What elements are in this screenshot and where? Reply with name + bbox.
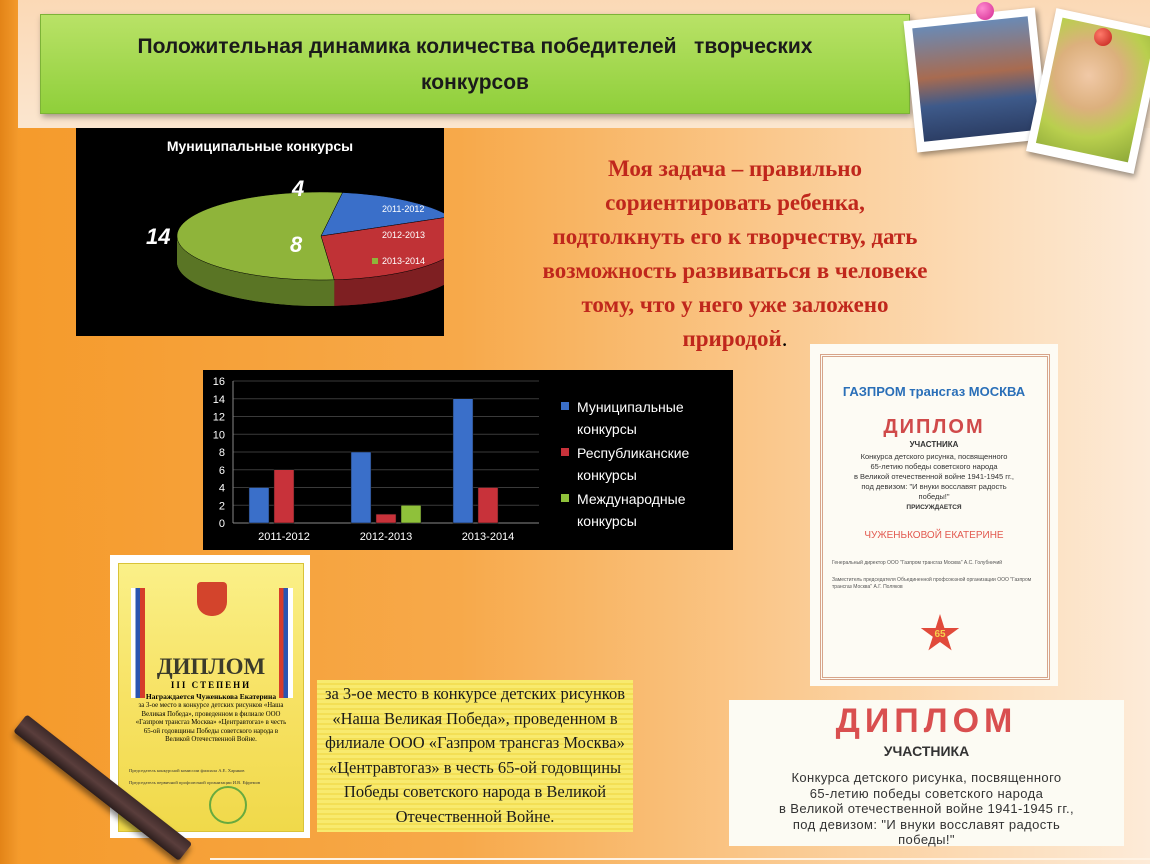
- photo-image: [1036, 18, 1150, 163]
- bar-1-2011-2012: [274, 470, 294, 523]
- quote-last-word: природой: [682, 326, 782, 351]
- diploma-yellow-signature-line: Председатель первичной профсоюзной организации И.В. Ефремов: [129, 780, 261, 785]
- certificate-body-line: победы!": [918, 492, 950, 501]
- y-tick-label: 4: [218, 482, 225, 495]
- pie-legend-label: 2011-2012: [382, 204, 425, 214]
- diploma-text-line: филиале ООО «Газпром трансгаз Москва»: [325, 733, 625, 752]
- diploma-closeup-subtitle: УЧАСТНИКА: [883, 743, 970, 759]
- certificate-title: ДИПЛОМ: [883, 416, 985, 438]
- bottom-divider: [210, 858, 1150, 860]
- legend-swatch: [372, 232, 378, 238]
- quote-line-5: тому, что у него уже заложено: [581, 292, 889, 317]
- diploma-closeup-line: под девизом: "И внуки восславят радость: [792, 816, 1061, 832]
- diploma-text-line: «Центравтогаз» в честь 65-ой годовщины: [328, 757, 622, 777]
- x-tick-label: 2012-2013: [359, 531, 413, 543]
- legend-swatch: [561, 402, 569, 410]
- diploma-text-body: [321, 682, 629, 829]
- bar-legend-republican: [553, 442, 731, 486]
- title-line-2: конкурсов: [421, 71, 529, 94]
- diploma-yellow-title: ДИПЛОМ: [156, 654, 266, 679]
- pie-chart: [76, 128, 444, 336]
- pie-label-2011-2012: 4: [292, 176, 305, 201]
- diploma-text-line: Отечественной Войне.: [395, 806, 555, 826]
- photo-image: [912, 16, 1039, 142]
- certificate-signature-line: Заместитель председателя Объединенной профсоюзной организации ООО "Газпром трансгаз Москва" А.Г. Поляков: [832, 577, 1032, 590]
- diploma-closeup: [729, 700, 1124, 846]
- stamp-seal-icon: [209, 786, 247, 824]
- diploma-yellow-signatures: [129, 768, 297, 786]
- diploma-yellow-degree: III СТЕПЕНИ: [170, 680, 252, 690]
- legend-label-1b: конкурсы: [577, 421, 637, 437]
- diploma-text-line: за 3-ое место в конкурсе детских рисунков: [324, 684, 626, 703]
- bar-2-2012-2013: [401, 505, 421, 523]
- legend-label-2b: конкурсы: [577, 467, 637, 483]
- diploma-yellow-signature-line: Председатель конкурсной комиссии филиала А.Е. Харнков: [129, 768, 245, 773]
- photo-children-group: [903, 7, 1048, 152]
- coat-of-arms-icon: [197, 582, 227, 616]
- diploma-yellow-image: [110, 555, 310, 838]
- certificate-body-line: под девизом: "И внуки восславят радость: [861, 482, 1007, 491]
- bar-legend-municipal: [553, 396, 731, 440]
- legend-label-2a: Республиканские: [577, 445, 690, 461]
- diploma-closeup-title: ДИПЛОМ: [835, 702, 1018, 740]
- diploma-closeup-line: Конкурса детского рисунка, посвященного: [791, 770, 1062, 785]
- diploma-yellow-inner: [118, 563, 304, 832]
- bar-0-2013-2014: [453, 399, 473, 523]
- x-tick-label: 2013-2014: [461, 531, 515, 543]
- x-tick-label: 2011-2012: [258, 531, 310, 543]
- pie-legend-label: 2013-2014: [382, 256, 426, 266]
- pie-label-2012-2013: 8: [290, 232, 303, 257]
- legend-label-3a: Международные: [577, 491, 686, 507]
- diploma-text-closeup: [317, 680, 633, 832]
- certificate-subtitle: УЧАСТНИКА: [909, 440, 959, 449]
- quote-line-4: возможность развиваться в человеке: [542, 258, 928, 283]
- left-strip: [0, 0, 18, 864]
- y-tick-label: 8: [218, 447, 225, 459]
- bar-1-2012-2013: [376, 514, 396, 523]
- diploma-yellow-awarded: Награждается Чуженькова Екатерина: [145, 692, 277, 701]
- bar-1-2013-2014: [478, 488, 498, 524]
- pie-legend-2011-2012: [372, 204, 424, 214]
- pushpin-icon: [1094, 28, 1112, 46]
- certificate-body-line: Конкурса детского рисунка, посвященного: [860, 452, 1008, 461]
- pie-legend-label: 2012-2013: [382, 230, 426, 240]
- legend-label-3b: конкурсы: [577, 513, 637, 529]
- bar-0-2012-2013: [351, 452, 371, 523]
- certificate-body-line: в Великой отечественной войне 1941-1945 гг.,: [853, 472, 1015, 481]
- pie-legend-2012-2013: [372, 230, 425, 240]
- legend-swatch: [561, 494, 569, 502]
- slide-title: [41, 29, 909, 101]
- certificate-recipient: ЧУЖЕНЬКОВОЙ ЕКАТЕРИНЕ: [864, 530, 1004, 541]
- y-tick-label: 10: [212, 429, 225, 442]
- bar-legend: [553, 396, 731, 534]
- y-tick-label: 0: [218, 518, 225, 530]
- legend-label-1a: Муниципальные: [577, 399, 684, 415]
- quote-line-1: Моя задача – правильно: [607, 156, 863, 181]
- legend-swatch: [561, 448, 569, 456]
- pushpin-icon: [976, 2, 994, 20]
- diploma-closeup-line: в Великой отечественной войне 1941-1945 гг.,: [778, 801, 1074, 816]
- pie-chart-title: Муниципальные конкурсы: [166, 138, 354, 154]
- y-tick-label: 2: [218, 500, 225, 513]
- diploma-text-line: Победы советского народа в Великой: [343, 782, 607, 801]
- diploma-closeup-body: [729, 770, 1124, 848]
- y-tick-label: 16: [212, 376, 225, 388]
- y-tick-label: 12: [212, 411, 225, 424]
- certificate-signature-line: Генеральный директор ООО "Газпром трансгаз Москва" А.С. Голубничий: [832, 560, 1003, 566]
- quote-period: .: [781, 326, 788, 351]
- y-tick-label: 14: [212, 393, 225, 406]
- title-banner: [40, 14, 910, 114]
- legend-swatch: [372, 258, 378, 264]
- certificate-body-line: 65-летию победы советского народа: [870, 462, 998, 471]
- bar-legend-international: [553, 488, 731, 532]
- bar-chart: [203, 370, 733, 550]
- certificate-signatures: [832, 560, 1038, 591]
- diploma-closeup-line: 65-летию победы советского народа: [809, 785, 1044, 801]
- title-line-1: Положительная динамика количества победителей творческих: [137, 35, 813, 58]
- gazprom-logo: ГАЗПРОМ трансгаз МОСКВА: [842, 384, 1026, 399]
- diploma-yellow-body: за 3-ое место в конкурсе детских рисунков «Наша Великая Победа», проведенном в филиале ООО «Газпром трансгаз Москва» «Центравтогаз» в честь 65-ой годовщины Победы советского народа в Великой Отечественной Войне.: [135, 702, 287, 743]
- y-tick-label: 6: [218, 464, 225, 477]
- pie-legend-2013-2014: [372, 256, 425, 266]
- quote-line-2: сориентировать ребенка,: [605, 190, 865, 215]
- certificate-awarded: ПРИСУЖДАЕТСЯ: [906, 504, 962, 511]
- diploma-text-line: «Наша Великая Победа», проведенном в: [332, 708, 618, 728]
- certificate-body: [834, 452, 1034, 502]
- legend-swatch: [372, 206, 378, 212]
- diploma-closeup-line: победы!": [898, 832, 955, 847]
- bar-0-2011-2012: [249, 488, 269, 524]
- quote-text: [480, 152, 990, 356]
- pie-label-2013-2014: 14: [146, 224, 171, 249]
- quote-line-3: подтолкнуть его к творчеству, дать: [552, 224, 918, 249]
- diploma-certificate-image: [810, 344, 1058, 686]
- victory-star-number: 65: [934, 629, 946, 640]
